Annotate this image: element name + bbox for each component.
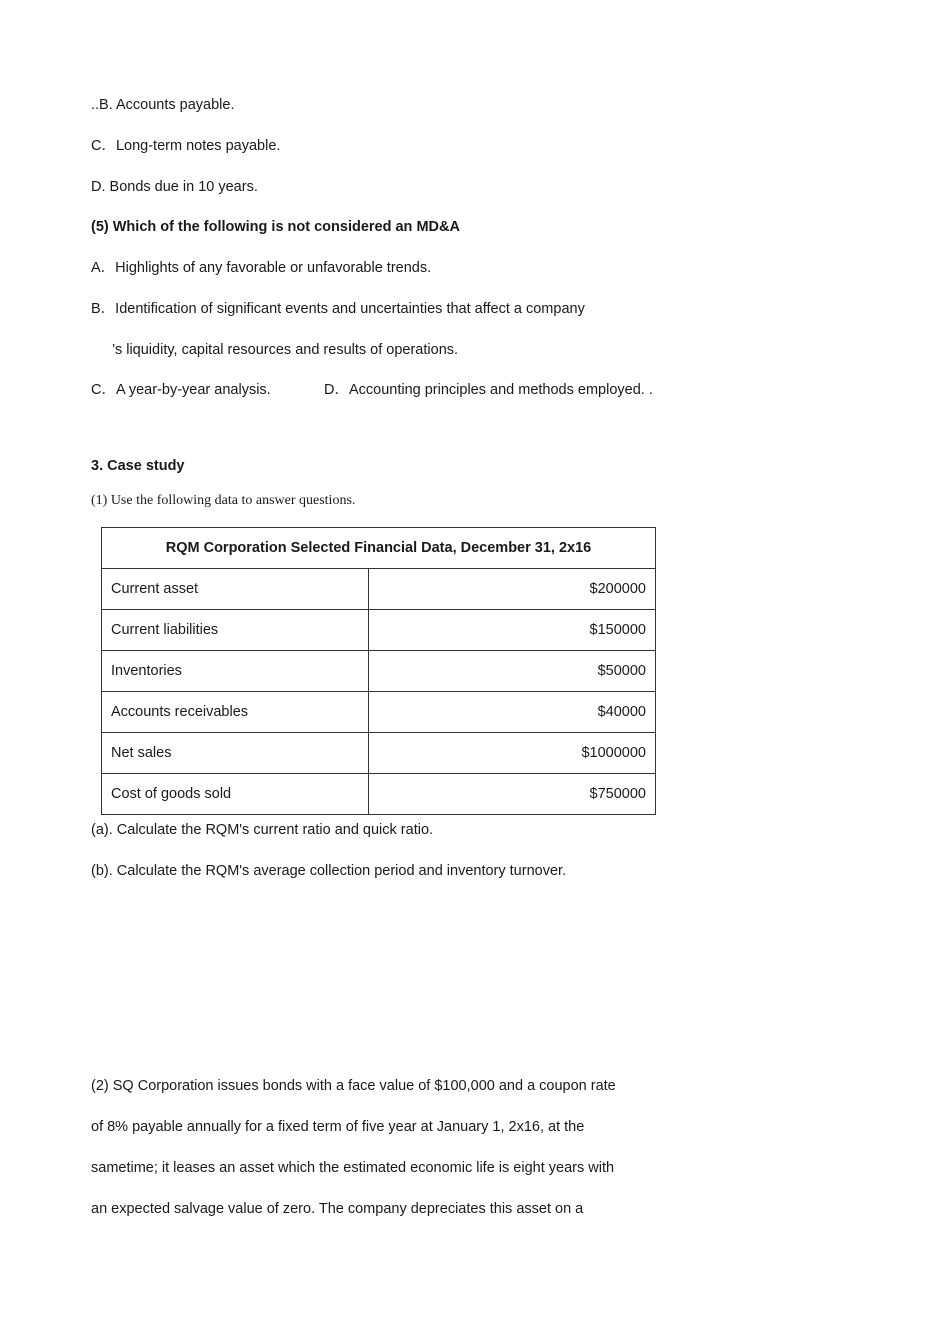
row-value: $1000000 (369, 733, 656, 774)
option-c-long-term-notes: C．Long-term notes payable. (91, 138, 281, 154)
table-row (102, 610, 656, 651)
question-b: (b). Calculate the RQM's average collection period and inventory turnover. (91, 863, 567, 879)
row-value: $200000 (369, 569, 656, 610)
financial-data-table (101, 527, 656, 815)
q2-line-4: an expected salvage value of zero. The company depreciates this asset on a (91, 1201, 584, 1217)
q5-option-d: D．Accounting principles and methods employed. . (324, 382, 653, 398)
row-value: $750000 (369, 774, 656, 815)
case-study-intro: (1) Use the following data to answer questions. (91, 493, 356, 508)
row-label: Cost of goods sold (102, 774, 369, 815)
q2-line-3: sametime; it leases an asset which the estimated economic life is eight years with (91, 1160, 615, 1176)
row-value: $150000 (369, 610, 656, 651)
q5-option-c: C．A year-by-year analysis. (91, 382, 271, 398)
row-value: $50000 (369, 651, 656, 692)
question-a: (a). Calculate the RQM's current ratio and quick ratio. (91, 822, 434, 838)
table-row (102, 692, 656, 733)
q2-line-1: (2) SQ Corporation issues bonds with a face value of $100,000 and a coupon rate (91, 1078, 616, 1094)
row-label: Net sales (102, 733, 369, 774)
table-row (102, 569, 656, 610)
table-row (102, 651, 656, 692)
table-row (102, 733, 656, 774)
option-d-bonds: D. Bonds due in 10 years. (91, 179, 258, 195)
row-value: $40000 (369, 692, 656, 733)
row-label: Current asset (102, 569, 369, 610)
row-label: Current liabilities (102, 610, 369, 651)
q5-option-a: A．Highlights of any favorable or unfavorable trends. (91, 260, 432, 276)
row-label: Accounts receivables (102, 692, 369, 733)
case-study-heading: 3. Case study (91, 458, 185, 474)
option-b-accounts-payable: ..B. Accounts payable. (91, 97, 235, 113)
q5-option-b-line2: ’s liquidity, capital resources and results of operations. (112, 342, 459, 358)
row-label: Inventories (102, 651, 369, 692)
table-title-row (102, 528, 656, 569)
table-title: RQM Corporation Selected Financial Data, December 31, 2x16 (102, 528, 656, 569)
q5-option-b-line1: B．Identification of significant events and uncertainties that affect a company (91, 301, 585, 317)
question-5: (5) Which of the following is not considered an MD&A (91, 219, 460, 235)
q2-line-2: of 8% payable annually for a fixed term of five year at January 1, 2x16, at the (91, 1119, 585, 1135)
table-row (102, 774, 656, 815)
